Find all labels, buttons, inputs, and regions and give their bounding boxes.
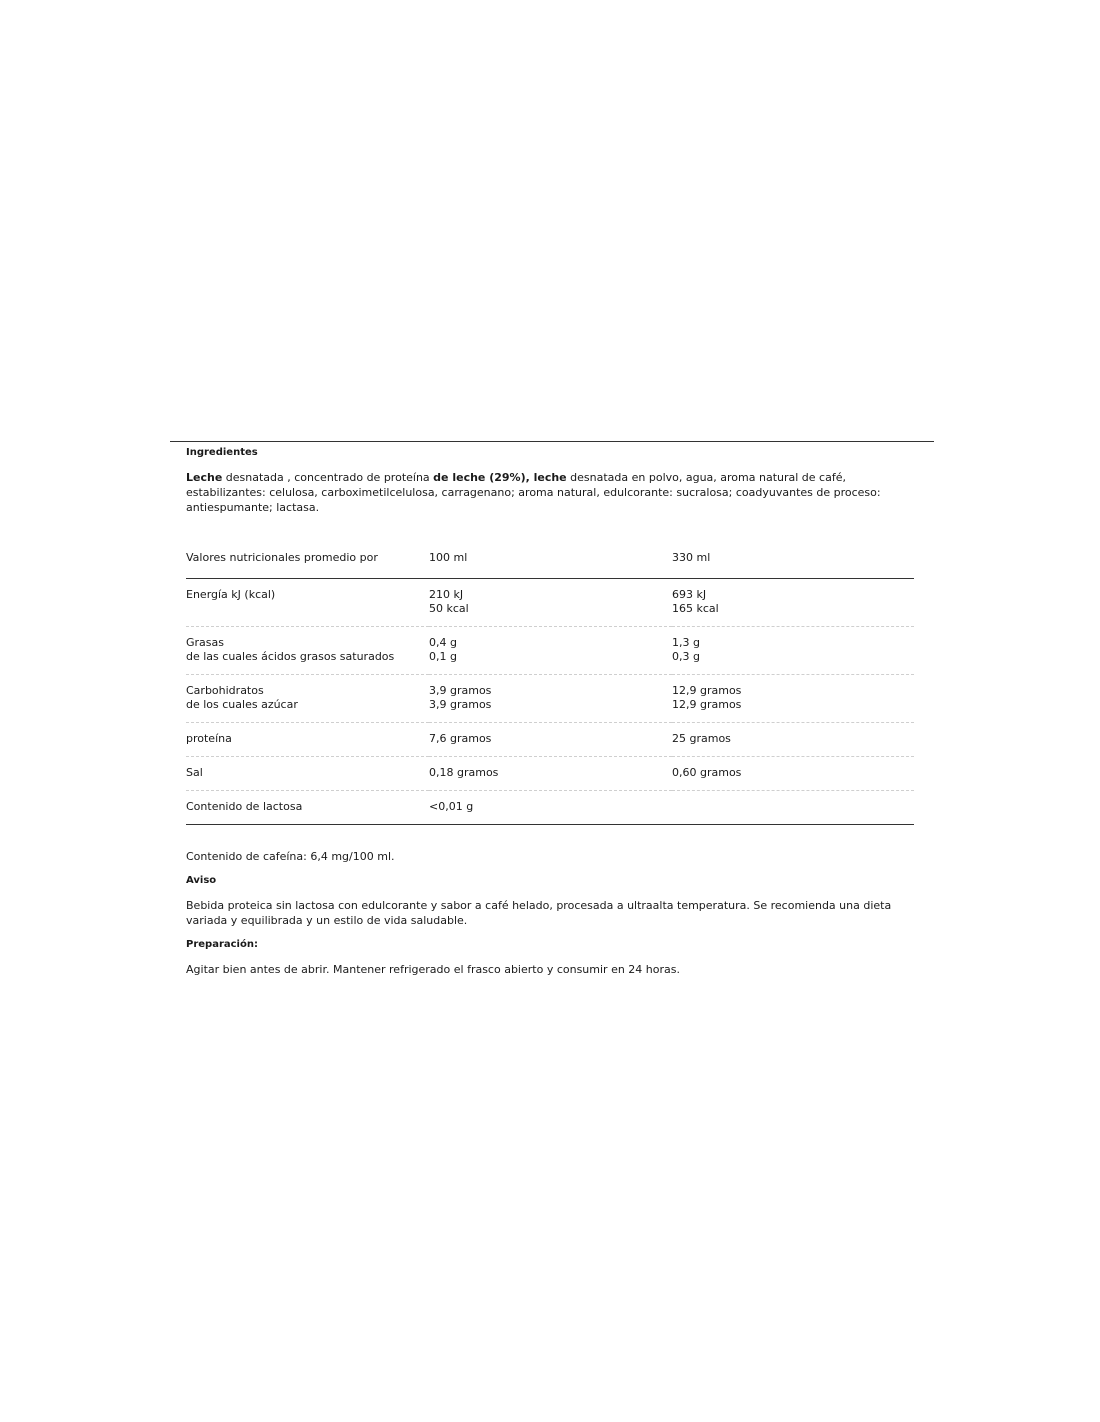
row-value-330ml: [672, 627, 914, 675]
row-label: [186, 627, 429, 675]
row-value-100ml: [429, 627, 672, 675]
row-label-line: Grasas: [186, 636, 224, 649]
nutrition-row-lactose: [186, 791, 914, 825]
top-divider: [170, 441, 934, 442]
nutrition-row-energy: [186, 579, 914, 627]
value-line: 25 gramos: [672, 732, 731, 745]
preparation-text: Agitar bien antes de abrir. Mantener refrigerado el frasco abierto y consumir en 24 horas.: [186, 963, 680, 976]
ingredients-heading: Ingredientes: [186, 447, 258, 458]
row-label-line: de los cuales azúcar: [186, 698, 298, 711]
value-line: 0,1 g: [429, 650, 457, 663]
value-line: 0,3 g: [672, 650, 700, 663]
row-label-line: de las cuales ácidos grasos saturados: [186, 650, 395, 663]
row-label-line: Energía kJ (kcal): [186, 588, 276, 601]
aviso-text: Bebida proteica sin lactosa con edulcorante y sabor a café helado, procesada a ultraalta temperatura. Se recomienda una dieta variada y equilibrada y un estilo de vida saludable.: [186, 899, 892, 927]
value-line: 0,4 g: [429, 636, 457, 649]
nutrition-row-fat: [186, 627, 914, 675]
row-label: [186, 757, 429, 791]
ingredients-segment: desnatada , concentrado de proteína: [222, 471, 434, 484]
row-value-330ml: [672, 579, 914, 627]
value-line: 210 kJ: [429, 588, 464, 601]
value-line: 0,18 gramos: [429, 766, 499, 779]
value-line: <0,01 g: [429, 800, 474, 813]
nutrition-row-protein: [186, 723, 914, 757]
ingredients-segment: desnatada en polvo, agua, aroma natural de café, estabilizantes: celulosa, carboximetilcelulosa, carragenano; aroma natural, edulcorante: sucralosa; coadyuvantes de proceso: antiespumante; lactasa.: [186, 471, 881, 514]
row-value-330ml: [672, 675, 914, 723]
row-label: [186, 723, 429, 757]
row-label: [186, 791, 429, 825]
nutrition-header-label: Valores nutricionales promedio por: [186, 551, 378, 564]
preparation-heading: Preparación:: [186, 939, 258, 950]
value-line: 3,9 gramos: [429, 684, 492, 697]
row-label-line: Carbohidratos: [186, 684, 264, 697]
value-line: 50 kcal: [429, 602, 469, 615]
ingredients-segment-bold: Leche: [186, 471, 223, 484]
row-label-line: proteína: [186, 732, 232, 745]
aviso-heading: Aviso: [186, 875, 217, 886]
row-value-330ml: [672, 723, 914, 757]
nutrition-header-330ml: 330 ml: [672, 551, 711, 564]
row-label: [186, 675, 429, 723]
nutrition-header-row: [186, 551, 914, 579]
nutrition-row-carbohydrates: [186, 675, 914, 723]
nutrition-row-salt: [186, 757, 914, 791]
value-line: 0,60 gramos: [672, 766, 742, 779]
value-line: 12,9 gramos: [672, 684, 742, 697]
nutrition-header-100ml: 100 ml: [429, 551, 468, 564]
product-info-sheet: [186, 446, 914, 977]
nutrition-table: [186, 551, 914, 825]
row-value-100ml: [429, 723, 672, 757]
row-label-line: Contenido de lactosa: [186, 800, 303, 813]
value-line: 7,6 gramos: [429, 732, 492, 745]
row-value-100ml: [429, 757, 672, 791]
value-line: 165 kcal: [672, 602, 719, 615]
row-value-100ml: [429, 791, 672, 825]
ingredients-text: [186, 470, 914, 515]
row-value-330ml: [672, 757, 914, 791]
value-line: 1,3 g: [672, 636, 700, 649]
row-label-line: Sal: [186, 766, 203, 779]
value-line: 12,9 gramos: [672, 698, 742, 711]
row-value-100ml: [429, 579, 672, 627]
caffeine-content: Contenido de cafeína: 6,4 mg/100 ml.: [186, 850, 395, 863]
row-value-100ml: [429, 675, 672, 723]
value-line: 3,9 gramos: [429, 698, 492, 711]
ingredients-segment-bold: de leche (29%), leche: [433, 471, 567, 484]
row-value-330ml: [672, 791, 914, 825]
value-line: 693 kJ: [672, 588, 707, 601]
row-label: [186, 579, 429, 627]
